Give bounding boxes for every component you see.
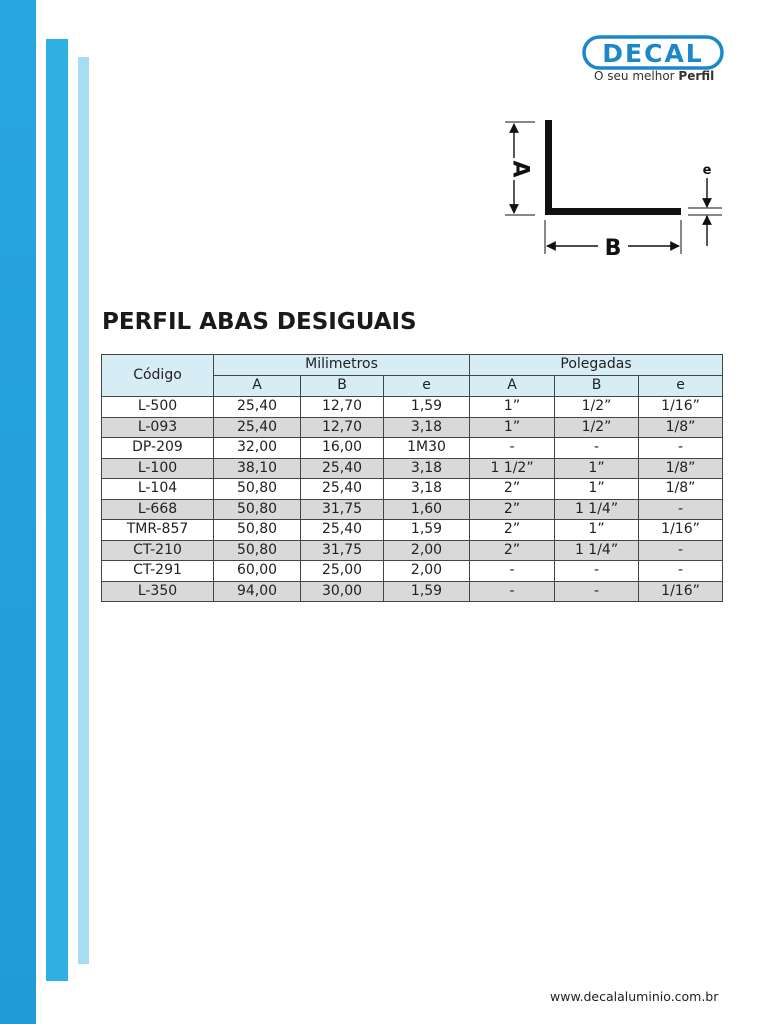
cell-codigo: L-093 (102, 417, 214, 438)
cell-in-e: 1/16” (639, 520, 723, 541)
header-mm-e: e (384, 376, 470, 397)
cell-in-b: - (555, 561, 639, 582)
cell-mm-e: 3,18 (384, 479, 470, 500)
cell-in-e: 1/16” (639, 581, 723, 602)
header-mm-b: B (301, 376, 384, 397)
cell-mm-e: 3,18 (384, 417, 470, 438)
cell-mm-a: 50,80 (214, 540, 301, 561)
cell-in-e: - (639, 499, 723, 520)
cell-in-b: - (555, 581, 639, 602)
page-title: PERFIL ABAS DESIGUAIS (102, 309, 417, 335)
cell-mm-b: 25,40 (301, 479, 384, 500)
table-row (102, 458, 723, 479)
cell-mm-a: 25,40 (214, 397, 301, 418)
cell-in-a: 1” (470, 417, 555, 438)
cell-codigo: L-668 (102, 499, 214, 520)
cell-mm-b: 30,00 (301, 581, 384, 602)
table-row (102, 417, 723, 438)
cell-mm-e: 3,18 (384, 458, 470, 479)
logo-wordmark: DECAL (602, 39, 704, 68)
angle-profile-diagram (490, 112, 730, 262)
table-row (102, 499, 723, 520)
cell-in-a: 2” (470, 540, 555, 561)
cell-in-a: - (470, 581, 555, 602)
cell-mm-a: 25,40 (214, 417, 301, 438)
profile-l-shape (545, 120, 681, 215)
cell-mm-e: 2,00 (384, 540, 470, 561)
table-row (102, 581, 723, 602)
header-milimetros: Milimetros (214, 355, 470, 376)
cell-in-a: 2” (470, 520, 555, 541)
header-mm-a: A (214, 376, 301, 397)
dimension-label-e: e (702, 163, 712, 178)
cell-in-e: 1/16” (639, 397, 723, 418)
cell-mm-b: 12,70 (301, 417, 384, 438)
header-codigo: Código (102, 355, 214, 397)
left-decorative-stripe-mid (46, 39, 68, 981)
cell-in-b: 1 1/4” (555, 540, 639, 561)
cell-mm-a: 50,80 (214, 520, 301, 541)
cell-in-e: 1/8” (639, 417, 723, 438)
cell-mm-e: 1,59 (384, 581, 470, 602)
cell-mm-b: 12,70 (301, 397, 384, 418)
cell-codigo: L-104 (102, 479, 214, 500)
header-in-e: e (639, 376, 723, 397)
table-row (102, 561, 723, 582)
cell-in-b: 1” (555, 458, 639, 479)
cell-mm-b: 31,75 (301, 499, 384, 520)
cell-in-b: 1/2” (555, 397, 639, 418)
cell-in-b: 1” (555, 479, 639, 500)
cell-codigo: L-100 (102, 458, 214, 479)
cell-in-a: 1” (470, 397, 555, 418)
cell-codigo: L-500 (102, 397, 214, 418)
table-row (102, 520, 723, 541)
cell-mm-b: 25,00 (301, 561, 384, 582)
cell-in-b: - (555, 438, 639, 459)
dimension-label-a: A (507, 160, 533, 178)
cell-mm-e: 2,00 (384, 561, 470, 582)
cell-mm-a: 50,80 (214, 499, 301, 520)
cell-in-b: 1 1/4” (555, 499, 639, 520)
cell-codigo: CT-210 (102, 540, 214, 561)
cell-in-b: 1/2” (555, 417, 639, 438)
dimensions-table (101, 354, 723, 602)
left-decorative-stripe-inner (78, 57, 89, 964)
cell-mm-a: 94,00 (214, 581, 301, 602)
cell-mm-a: 32,00 (214, 438, 301, 459)
cell-mm-e: 1,60 (384, 499, 470, 520)
header-in-b: B (555, 376, 639, 397)
cell-mm-b: 25,40 (301, 458, 384, 479)
dimension-label-b: B (604, 236, 622, 261)
cell-codigo: TMR-857 (102, 520, 214, 541)
tagline-prefix: O seu melhor (594, 69, 679, 83)
cell-in-e: 1/8” (639, 479, 723, 500)
cell-in-a: 2” (470, 479, 555, 500)
cell-in-e: - (639, 438, 723, 459)
header-polegadas: Polegadas (470, 355, 723, 376)
cell-mm-a: 50,80 (214, 479, 301, 500)
cell-mm-e: 1,59 (384, 397, 470, 418)
tagline-bold: Perfil (678, 69, 715, 83)
cell-in-e: - (639, 561, 723, 582)
cell-mm-e: 1M30 (384, 438, 470, 459)
cell-mm-e: 1,59 (384, 520, 470, 541)
table-row (102, 397, 723, 418)
cell-mm-a: 38,10 (214, 458, 301, 479)
left-decorative-stripe (0, 0, 36, 1024)
cell-mm-b: 31,75 (301, 540, 384, 561)
cell-in-a: 2” (470, 499, 555, 520)
header-in-a: A (470, 376, 555, 397)
cell-in-a: - (470, 438, 555, 459)
table-row (102, 438, 723, 459)
cell-in-e: - (639, 540, 723, 561)
cell-mm-b: 16,00 (301, 438, 384, 459)
cell-in-e: 1/8” (639, 458, 723, 479)
cell-codigo: L-350 (102, 581, 214, 602)
cell-mm-b: 25,40 (301, 520, 384, 541)
footer-website-link[interactable]: www.decalaluminio.com.br (550, 989, 719, 1004)
cell-in-b: 1” (555, 520, 639, 541)
cell-codigo: DP-209 (102, 438, 214, 459)
table-row (102, 540, 723, 561)
cell-in-a: 1 1/2” (470, 458, 555, 479)
cell-codigo: CT-291 (102, 561, 214, 582)
table-row (102, 479, 723, 500)
brand-tagline (594, 69, 714, 83)
cell-in-a: - (470, 561, 555, 582)
cell-mm-a: 60,00 (214, 561, 301, 582)
